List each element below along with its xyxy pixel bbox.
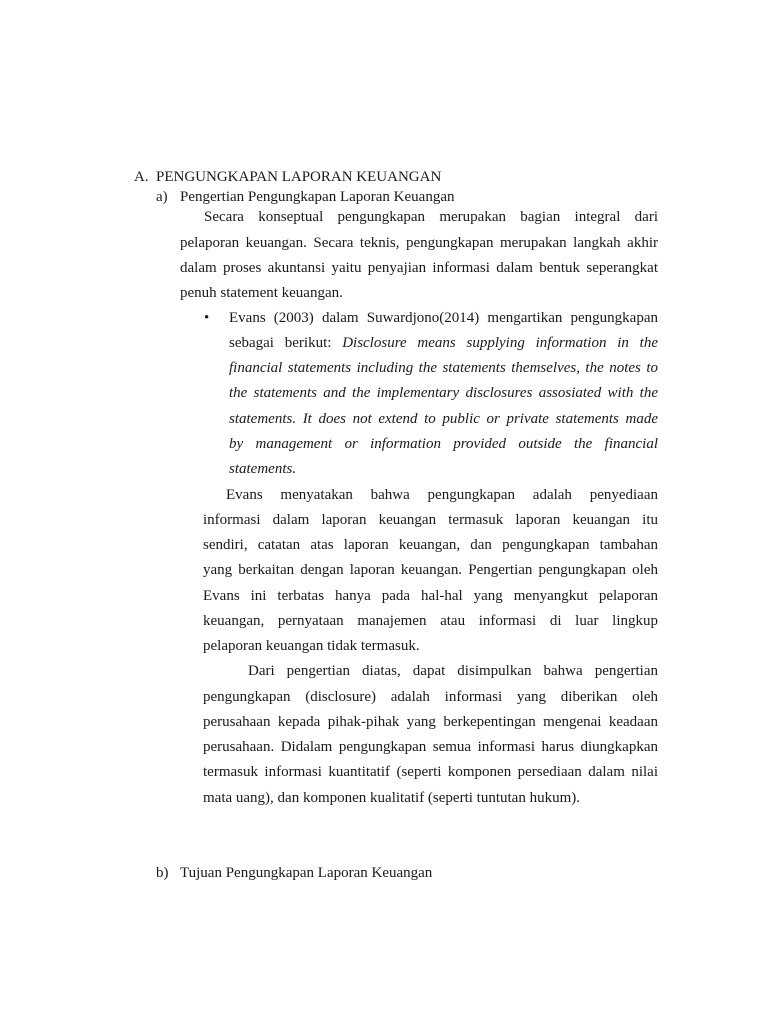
- subsection-b-heading: Tujuan Pengungkapan Laporan Keuangan: [180, 865, 433, 881]
- subsection-a-marker: a): [156, 189, 168, 205]
- paragraph-3-line: termasuk informasi kuantitatif (seperti komponen persediaan dalam nilai: [203, 764, 658, 780]
- paragraph-1-line: Secara konseptual pengungkapan merupakan bagian integral dari: [204, 209, 658, 225]
- paragraph-3-line: pengungkapan (disclosure) adalah informasi yang diberikan oleh: [203, 689, 658, 705]
- bullet-line-mixed: [229, 334, 658, 352]
- quote-line: by management or information provided outside the financial: [229, 436, 658, 452]
- quote-line: statements. It does not extend to public or private statements made: [229, 411, 658, 427]
- paragraph-3-line: perusahaan kepada pihak-pihak yang berkepentingan mengenai keadaan: [203, 714, 658, 730]
- subsection-a-heading: Pengertian Pengungkapan Laporan Keuangan: [180, 189, 455, 205]
- section-a-marker: A.: [134, 169, 149, 185]
- bullet-italic-text: Disclosure means supplying information in the: [342, 335, 658, 351]
- quote-line: the statements and the implementary disclosures assosiated with the: [229, 385, 658, 401]
- paragraph-2-line: sendiri, catatan atas laporan keuangan, dan pengungkapan tambahan: [203, 537, 658, 553]
- paragraph-3-line: mata uang), dan komponen kualitatif (seperti tuntutan hukum).: [203, 790, 580, 806]
- paragraph-1-line: dalam proses akuntansi yaitu penyajian informasi dalam bentuk seperangkat: [180, 260, 658, 276]
- paragraph-2-line: Evans ini terbatas hanya pada hal-hal yang menyangkut pelaporan: [203, 588, 658, 604]
- subsection-b-marker: b): [156, 865, 169, 881]
- paragraph-3-line: perusahaan. Didalam pengungkapan semua informasi harus diungkapkan: [203, 739, 658, 755]
- paragraph-2-line: keuangan, pernyataan manajemen atau informasi di luar lingkup: [203, 613, 658, 629]
- quote-line: statements.: [229, 461, 297, 477]
- paragraph-2-line: Evans menyatakan bahwa pengungkapan adalah penyediaan: [226, 487, 658, 503]
- paragraph-2-line: pelaporan keuangan tidak termasuk.: [203, 638, 420, 654]
- quote-line: financial statements including the statements themselves, the notes to: [229, 360, 658, 376]
- section-a-heading: PENGUNGKAPAN LAPORAN KEUANGAN: [156, 169, 442, 185]
- paragraph-1-line: penuh statement keuangan.: [180, 285, 343, 301]
- paragraph-1-line: pelaporan keuangan. Secara teknis, pengungkapan merupakan langkah akhir: [180, 235, 658, 251]
- bullet-marker: •: [204, 310, 210, 326]
- paragraph-2-line: yang berkaitan dengan laporan keuangan. Pengertian pengungkapan oleh: [203, 562, 658, 578]
- bullet-plain-text: sebagai berikut:: [229, 335, 343, 351]
- paragraph-2-line: informasi dalam laporan keuangan termasuk laporan keuangan itu: [203, 512, 658, 528]
- bullet-line: Evans (2003) dalam Suwardjono(2014) mengartikan pengungkapan: [229, 310, 658, 326]
- paragraph-3-line: Dari pengertian diatas, dapat disimpulkan bahwa pengertian: [248, 663, 658, 679]
